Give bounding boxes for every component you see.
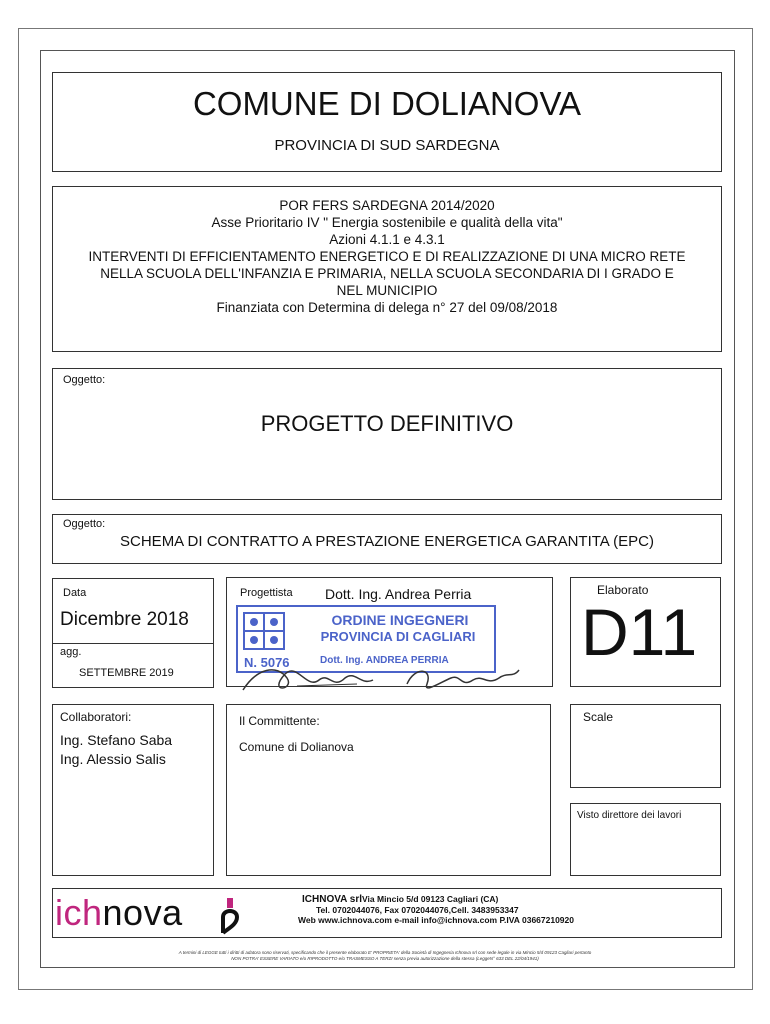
collaborators-box bbox=[52, 704, 214, 876]
project-line: POR FERS SARDEGNA 2014/2020 bbox=[279, 198, 495, 213]
logo-figure-icon bbox=[213, 895, 245, 935]
oggetto-box-2 bbox=[52, 514, 722, 564]
legal-line: A termini di LEGGE tutti i diritti di adatora sono riservati, specificando che il presente elaborato E' PROPRIETA' della Società di Ingegneria Ichnova srl con sede legale in via Mincio 5/d 09123 Cagliari pertanto bbox=[178, 950, 592, 955]
date-box bbox=[52, 578, 214, 688]
client-name: Comune di Dolianova bbox=[239, 740, 354, 754]
page-title: COMUNE DI DOLIANOVA bbox=[192, 85, 582, 122]
drawing-box bbox=[570, 577, 721, 687]
company-address: Via Mincio 5/d 09123 Cagliari (CA) bbox=[362, 894, 499, 904]
collaborators-label: Collaboratori: bbox=[60, 710, 132, 724]
project-line: INTERVENTI DI EFFICIENTAMENTO ENERGETICO E DI REALIZZAZIONE DI UNA MICRO RETE bbox=[88, 249, 686, 264]
legal-notice bbox=[60, 950, 710, 962]
drawing-code: D11 bbox=[581, 595, 698, 669]
project-box bbox=[52, 186, 722, 352]
stamp-number: N. 5076 bbox=[244, 655, 290, 670]
designer-box bbox=[226, 577, 553, 687]
scale-label: Scale bbox=[583, 710, 614, 724]
oggetto-label: Oggetto: bbox=[63, 374, 106, 386]
designer-label: Progettista bbox=[240, 587, 293, 599]
document-type: PROGETTO DEFINITIVO bbox=[260, 411, 514, 436]
agg-label: agg. bbox=[60, 646, 82, 658]
signature-icon bbox=[237, 660, 537, 700]
designer-name: Dott. Ing. Andrea Perria bbox=[325, 586, 472, 602]
drawing-label: Elaborato bbox=[597, 583, 649, 597]
stamp-order-line: ORDINE INGEGNERI bbox=[331, 612, 469, 628]
legal-line: NON POTRA' ESSERE VARIATO e/o RIPRODOTTO e/o TRASMESSO A TERZI senza previa autorizzazione della stessa (LeggeN° 633 DEL 22/04/1941) bbox=[231, 956, 539, 961]
date-label: Data bbox=[63, 587, 87, 599]
stamp-engineer-name: Dott. Ing. ANDREA PERRIA bbox=[320, 655, 449, 666]
divider bbox=[53, 643, 213, 644]
list-item: Ing. Stefano Saba bbox=[60, 732, 173, 748]
company-phone: Tel. 0702044076, Fax 0702044076,Cell. 3483953347 bbox=[316, 905, 519, 915]
project-line: Asse Prioritario IV " Energia sostenibile e qualità della vita" bbox=[211, 215, 563, 230]
header-box bbox=[52, 72, 722, 172]
client-box bbox=[226, 704, 551, 876]
supervisor-label: Visto direttore dei lavori bbox=[577, 810, 682, 821]
document-subject: SCHEMA DI CONTRATTO A PRESTAZIONE ENERGETICA GARANTITA (EPC) bbox=[120, 533, 654, 550]
company-web: Web www.ichnova.com e-mail info@ichnova.com P.IVA 03667210920 bbox=[298, 915, 574, 925]
collaborators-list bbox=[60, 731, 172, 769]
stamp-province-line: PROVINCIA DI CAGLIARI bbox=[320, 629, 476, 644]
scale-box bbox=[570, 704, 721, 788]
project-line: Azioni 4.1.1 e 4.3.1 bbox=[329, 232, 445, 247]
project-description bbox=[53, 197, 721, 316]
client-label: Il Committente: bbox=[239, 714, 320, 728]
project-line: NEL MUNICIPIO bbox=[336, 283, 438, 298]
coat-of-arms-icon bbox=[242, 611, 286, 651]
project-line: NELLA SCUOLA DELL'INFANZIA E PRIMARIA, NELLA SCUOLA SECONDARIA DI I GRADO E bbox=[100, 266, 674, 281]
oggetto-label: Oggetto: bbox=[63, 518, 106, 530]
project-line: Finanziata con Determina di delega n° 27 del 09/08/2018 bbox=[216, 300, 558, 315]
date-value: Dicembre 2018 bbox=[60, 609, 189, 630]
company-name: ICHNOVA srl bbox=[302, 894, 363, 905]
list-item: Ing. Alessio Salis bbox=[60, 751, 166, 767]
oggetto-box bbox=[52, 368, 722, 500]
agg-value: SETTEMBRE 2019 bbox=[79, 667, 174, 679]
footer-box bbox=[52, 888, 722, 938]
company-details bbox=[298, 894, 574, 925]
company-logo: ichnova bbox=[55, 892, 183, 933]
province-subtitle: PROVINCIA DI SUD SARDEGNA bbox=[274, 137, 500, 154]
supervisor-box bbox=[570, 803, 721, 876]
